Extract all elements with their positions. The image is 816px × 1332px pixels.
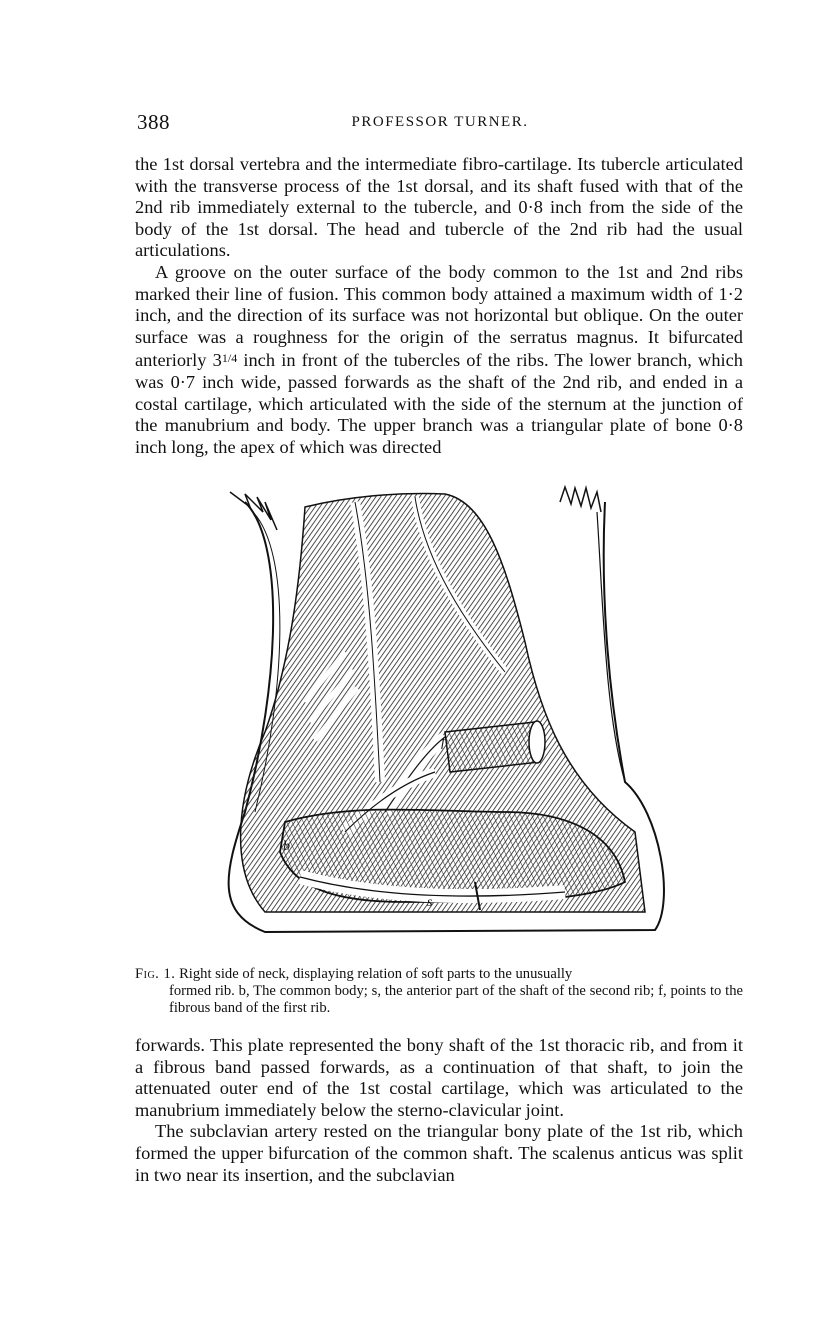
figure-drawing [205, 482, 670, 942]
figure-label-b: b [283, 839, 290, 854]
fraction: 1/4 [221, 351, 238, 366]
caption-line [135, 966, 743, 983]
paragraph-text: A groove on the outer surface of the body common to the 1st and 2nd ribs marked their line of fusion. This common body attained a maximum width of 1·2 inch, and the direction of its surface was not horizontal but oblique. On the outer surface was a roughness for the origin of the serratus magnus. It bifurcated anteriorly 3 [135, 261, 743, 371]
paragraph: forwards. This plate represented the bony shaft of the 1st thoracic rib, and from it a fibrous band passed forwards, as a continuation of that shaft, to join the attenuated outer end of the 1st costal cartilage, which was articulated to the manubrium immediately below the sterno-clavicular joint. [135, 1035, 743, 1120]
figure-number: Fig. 1. [135, 966, 176, 982]
figure-label-f: f [441, 735, 445, 750]
paragraph: the 1st dorsal vertebra and the intermediate fibro-cartilage. Its tubercle articulated with the transverse process of the 1st dorsal, and its shaft fused with that of the 2nd rib immediately external to the tubercle, and 0·8 inch from the side of the body of the 1st dorsal. The head and tubercle of the 2nd rib had the usual articulations. [135, 154, 743, 261]
body-text-top [135, 154, 743, 458]
figure-caption [135, 966, 743, 1017]
anatomical-illustration [205, 482, 670, 942]
caption-continuation: formed rib. b, The common body; s, the anterior part of the shaft of the second rib; f, points to the fibrous band of the first rib. [169, 983, 743, 1016]
page-number: 388 [137, 110, 170, 134]
paragraph-text: inch in front of the tubercles of the ribs. The lower branch, which was 0·7 inch wide, passed forwards as the shaft of the 2nd rib, and ended in a costal cartilage, which articulated with the side of the sternum at the junction of the manubrium and body. The upper branch was a triangular plate of bone 0·8 inch long, the apex of which was directed [135, 350, 743, 457]
body-text-bottom [135, 1035, 743, 1186]
paragraph: The subclavian artery rested on the triangular bony plate of the 1st rib, which formed the upper bifurcation of the common shaft. The scalenus anticus was split in two near its insertion, and the subclavian [135, 1121, 743, 1185]
page-header [137, 110, 743, 134]
figure-label-s: s [427, 895, 433, 910]
running-head: PROFESSOR TURNER. [351, 114, 529, 130]
caption-text: Right side of neck, displaying relation of soft parts to the unusually [179, 966, 573, 982]
paragraph [135, 262, 743, 458]
